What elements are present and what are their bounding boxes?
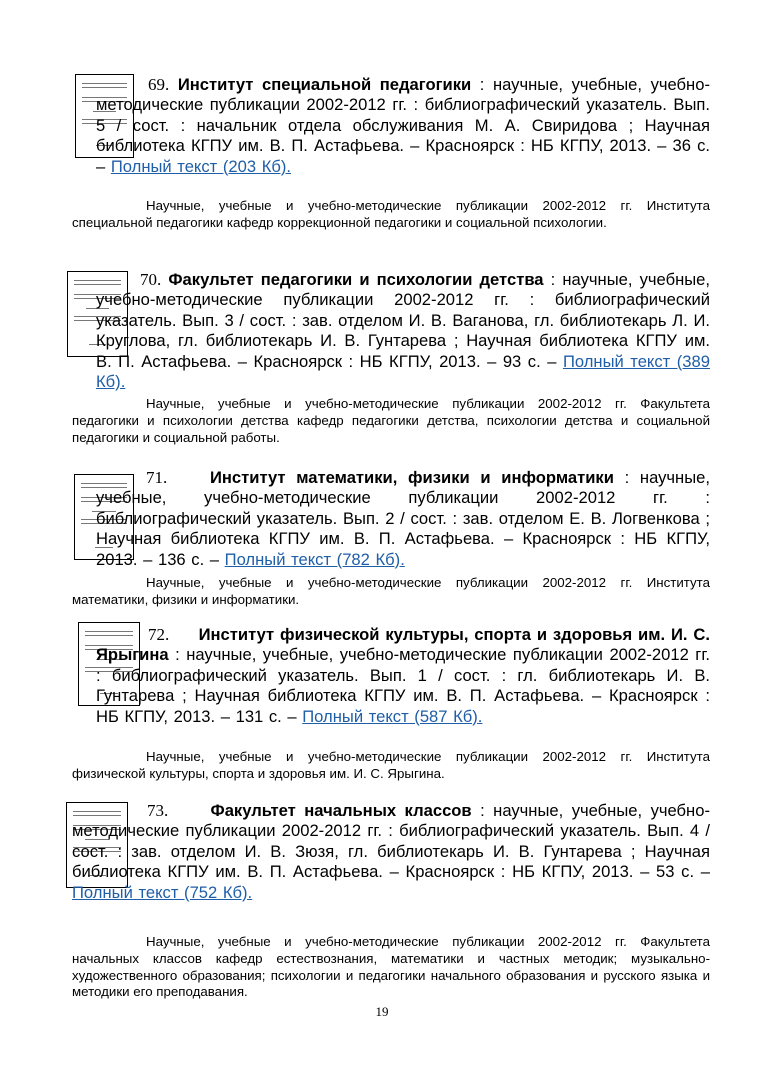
entry-title: Факультет начальных классов	[210, 801, 472, 820]
entry-text	[72, 801, 710, 903]
entry-annotation: Научные, учебные и учебно-методические публикации 2002-2012 гг. Факультета педагогики и психологии детства кафедр педагогики детства, психологии детства и социальной педагогики и социальной работы.	[72, 396, 710, 445]
entry-title: Факультет педагогики и психологии детства	[168, 270, 544, 289]
full-text-link[interactable]: Полный текст (389 Кб).	[96, 351, 710, 392]
entry-text	[96, 270, 710, 392]
page-number: 19	[375, 1004, 389, 1019]
entry-text	[96, 625, 710, 727]
entry-number: 69.	[148, 75, 170, 94]
entry-title: Институт специальной педагогики	[177, 75, 472, 94]
full-text-link[interactable]: Полный текст (587 Кб).	[302, 706, 483, 726]
entry-number: 72.	[148, 625, 170, 644]
entry-annotation: Научные, учебные и учебно-методические публикации 2002-2012 гг. Института математики, физики и информатики.	[72, 575, 710, 607]
entry-annotation: Научные, учебные и учебно-методические публикации 2002-2012 гг. Института специальной педагогики кафедр коррекционной педагогики и социальной психологии.	[72, 198, 710, 230]
entry-description: : научные, учебные, учебно-методические публикации 2002-2012 гг. : библиографический указатель. Вып. 3 / сост. : зав. отделом И. В. Ваганова, гл. библиотекарь Л. И. Круглова, гл. библиотекарь И. В. Гунтарева ; Научная библиотека КГПУ им. В. П. Астафьева. – Красноярск : НБ КГПУ, 2013. – 93 с. –	[96, 270, 711, 371]
entry-annotation: Научные, учебные и учебно-методические публикации 2002-2012 гг. Факультета начальных классов кафедр естествознания, математики и частных методик; музыкально-художественного образования; психологии и педагогики начального образования и русского языка и методики его преподавания.	[72, 934, 710, 1000]
entry-number: 73.	[147, 801, 169, 820]
entry-text	[96, 75, 710, 177]
full-text-link[interactable]: Полный текст (203 Кб).	[110, 156, 292, 176]
entry-text	[96, 468, 710, 570]
entry-number: 71.	[146, 468, 168, 487]
entry-title: Институт математики, физики и информатики	[209, 468, 614, 487]
entry-number: 70.	[140, 270, 162, 289]
full-text-link[interactable]: Полный текст (782 Кб).	[224, 549, 405, 569]
entry-description: : научные, учебные, учебно-методические публикации 2002-2012 гг. : библиографический указатель. Вып. 2 / сост. : зав. отделом Е. В. Логвенкова ; Научная библиотека КГПУ им. В. П. Астафьева. – Красноярск : НБ КГПУ, 2013. – 136 с. –	[96, 468, 710, 569]
entry-description: : научные, учебные, учебно-методические публикации 2002-2012 гг. : библиографический указатель. Вып. 4 / сост. : зав. отделом И. В. Зюзя, гл. библиотекарь И. В. Гунтарева ; Научная библиотека КГПУ им. В. П. Астафьева. – Красноярск : НБ КГПУ, 2013. – 53 с. –	[72, 801, 710, 882]
entry-annotation: Научные, учебные и учебно-методические публикации 2002-2012 гг. Института физической культуры, спорта и здоровья им. И. С. Ярыгина.	[72, 749, 710, 781]
entry-description: : научные, учебные, учебно-методические публикации 2002-2012 гг. : библиографический указатель. Вып. 5 / сост. : начальник отдела обслуживания М. А. Свиридова ; Научная библиотека КГПУ им. В. П. Астафьева. – Красноярск : НБ КГПУ, 2013. – 36 с. –	[96, 75, 710, 176]
entry-title: Институт физической культуры, спорта и здоровья им. И. С. Ярыгина	[96, 625, 710, 665]
full-text-link[interactable]: Полный текст (752 Кб).	[72, 882, 253, 902]
entry-description: : научные, учебные, учебно-методические публикации 2002-2012 гг. : библиографический указатель. Вып. 1 / сост. : гл. библиотекарь И. В. Гунтарева ; Научная библиотека КГПУ им. В. П. Астафьева. – Красноярск : НБ КГПУ, 2013. – 131 с. –	[96, 645, 710, 726]
